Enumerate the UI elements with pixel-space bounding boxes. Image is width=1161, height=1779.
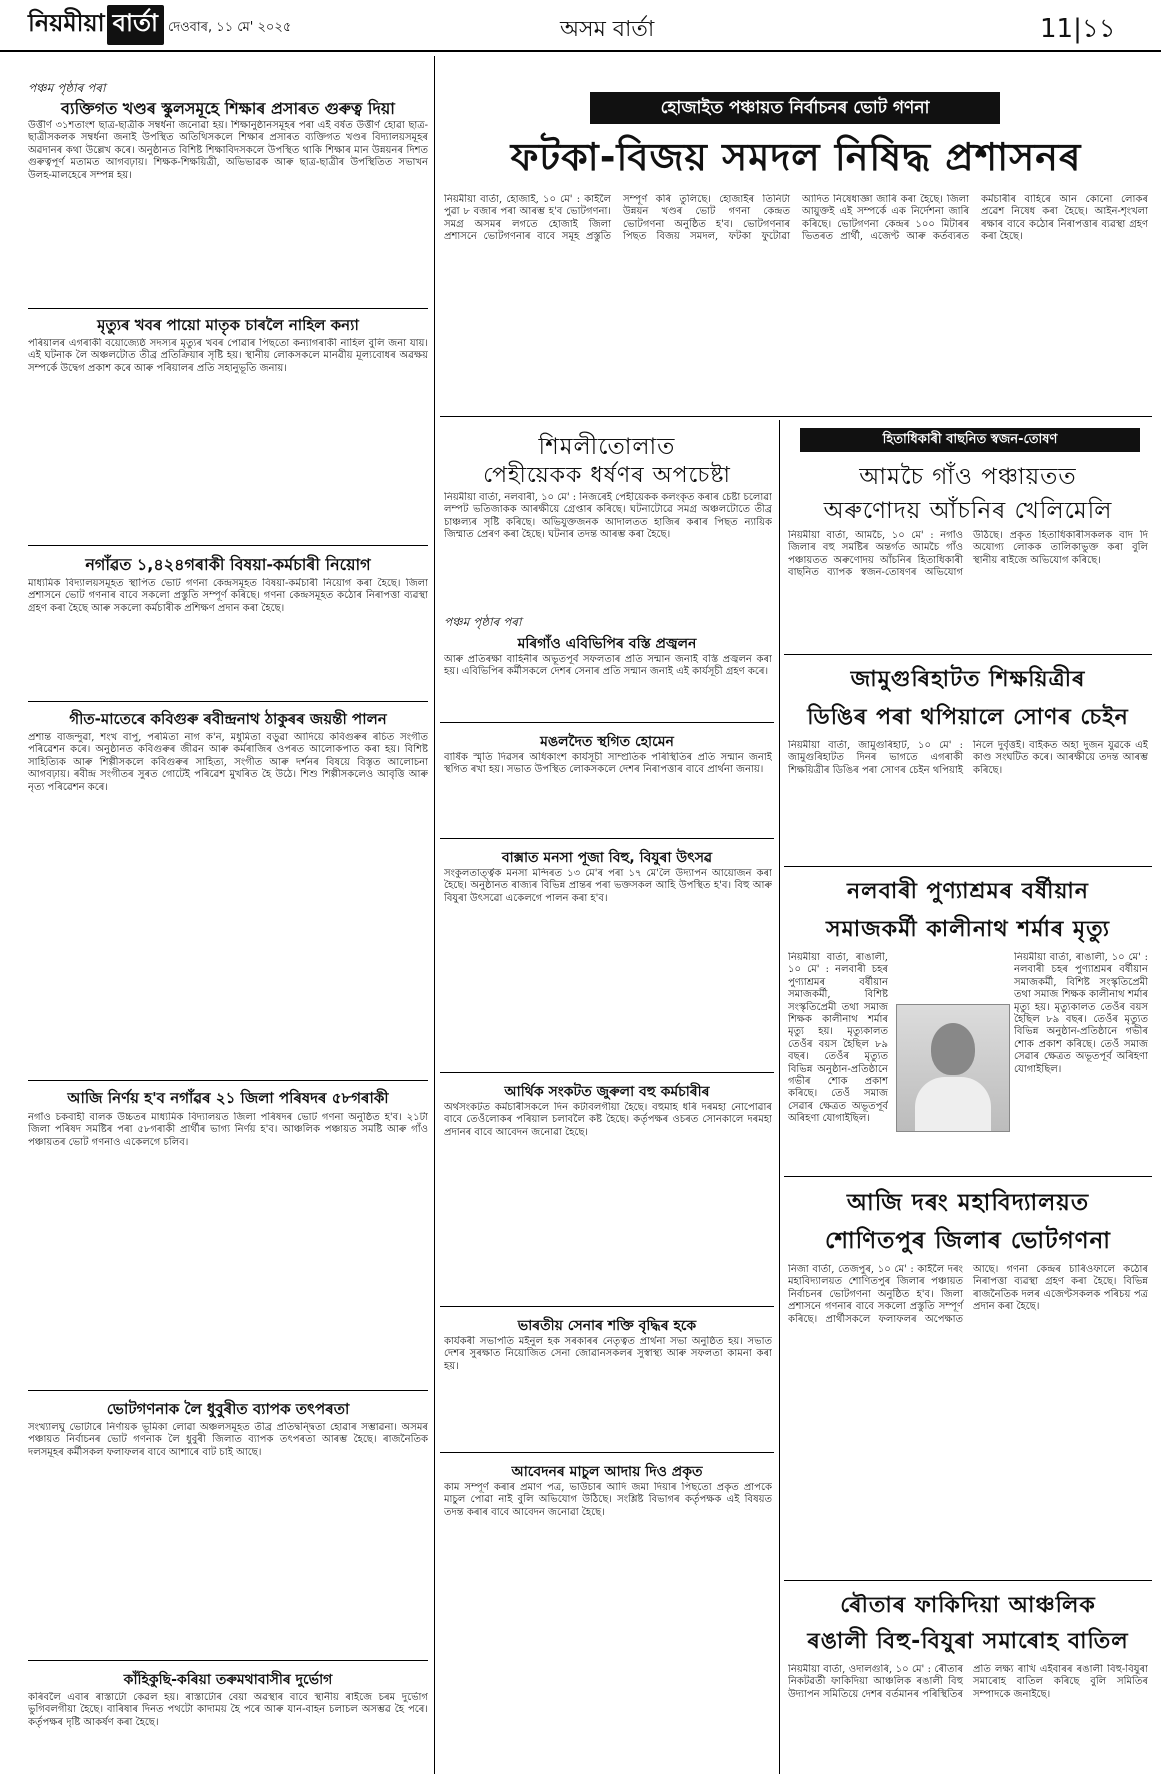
story-body: কাম সম্পূৰ্ণ কৰাৰ প্ৰমাণ পত্ৰ, ভাউচাৰ আদি জমা দিয়াৰ পিছতো প্ৰকৃত প্ৰাপকে মাচুল পোৱা নাই বুলি অভিযোগ উঠিছে। সংশ্লিষ্ট বিভাগৰ কৰ্তৃপক্ষক এই বিষয়ত তদন্ত কৰাৰ বাবে আবেদন জনোৱা হৈছে। — [444, 1482, 772, 1518]
story-body: নিয়মীয়া বাৰ্তা, ওদালগুৰি, ১০ মে' : ৰৌতাৰ নিকটৱৰ্তী ফাকিদিয়া আঞ্চলিক ৰঙালী বিহু উদ্যাপন সমিতিয়ে দেশৰ বৰ্তমানৰ পৰিস্থিতিৰ প্ৰতি লক্ষ্য ৰাখি এইবাৰৰ ৰঙালী বিহু-বিযুৰা সমাৰোহ বাতিল কৰিছে বুলি সমিতিৰ সম্পাদকে জনাইছে। — [788, 1664, 1148, 1700]
section-title: অসম বাৰ্তা — [560, 17, 655, 42]
story-body: প্ৰশান্ত বাজন্দুৱা, শংখ বাপু, পৰমিতা নাগ ক'ন, মধুমিতা বড়ুৱা আদিয়ে কবিগুৰুৰ ৰচিত সংগীত পৰিৱেশন কৰে। অনুষ্ঠানত কবিগুৰুৰ জীৱন আৰু কৰ্মৰাজিৰ ওপৰত আলোকপাত কৰা হয়। বিশিষ্ট সাহিত্যিক আৰু শিল্পীসকলে কবিগুৰুৰ সাহিত্য, সংগীত আৰু দৰ্শনৰ বিষয়ে বিস্তৃত আলোচনা আগবঢ়ায়। ৰবীন্দ্ৰ সংগীতৰ সুৰত গোটেই পৰিৱেশ মুখৰিত হৈ উঠে। শিশু শিল্পীসকলেও আবৃত্তি আৰু নৃত্য পৰিৱেশন কৰে। — [28, 732, 428, 793]
story-body: আৰু প্ৰতিৰক্ষা বাহিনীৰ অভূতপূৰ্ব সফলতাৰ প্ৰতি সন্মান জনাই বস্তি প্ৰজ্বলন কৰা হয়। এবিভিপিৰ কৰ্মীসকলে দেশৰ সেনাৰ প্ৰতি সন্মান জনাই এই কাৰ্যসূচী গ্ৰহণ কৰে। — [444, 654, 772, 678]
story-body-cont: নিয়মীয়া বাৰ্তা, ৰাঙালী, ১০ মে' : নলবাৰী চহৰ পুণ্যাশ্ৰমৰ বৰ্ষীয়ান সমাজকৰ্মী, বিশিষ্ট সংস্কৃতিপ্ৰেমী তথা সমাজ শিক্ষক কালীনাথ শৰ্মাৰ মৃত্যু হয়। মৃত্যুকালত তেওঁৰ বয়স হৈছিল ৮৯ বছৰ। তেওঁৰ মৃত্যুত বিভিন্ন অনুষ্ঠান-প্ৰতিষ্ঠানে গভীৰ শোক প্ৰকাশ কৰিছে। তেওঁ সমাজ সেৱাৰ ক্ষেত্ৰত অভূতপূৰ্ব অৰিহণা যোগাইছিল। — [1014, 952, 1148, 1075]
story-body: নিয়মীয়া বাৰ্তা, আমচৈ, ১০ মে' : নগাঁও জিলাৰ বহু সমষ্টিৰ অন্তৰ্গত আমচৈ গাঁও পঞ্চায়তত অৰুণোদয় আঁচনিৰ হিতাধিকাৰী বাছনিত ব্যাপক স্বজন-তোষণৰ অভিযোগ উঠিছে। প্ৰকৃত হিতাধিকাৰীসকলক বাদ দি অযোগ্য লোকক তালিকাভুক্ত কৰা বুলি স্থানীয় ৰাইজে অভিযোগ কৰিছে। — [788, 530, 1148, 579]
story-headline[interactable]: ৰঙালী বিহু-বিযুৰা সমাৰোহ বাতিল — [807, 1629, 1129, 1654]
divider — [784, 866, 1152, 867]
column-divider — [779, 420, 780, 1774]
divider — [28, 701, 428, 702]
story-headline[interactable]: জামুগুৰিহাটত শিক্ষয়িত্ৰীৰ — [850, 667, 1086, 692]
divider — [440, 1306, 774, 1307]
story-body: নিয়মীয়া বাৰ্তা, জামুগুৰিহাট, ১০ মে' : জামুগুৰিহাটত দিনৰ ভাগতে এগৰাকী শিক্ষয়িত্ৰীৰ ডিঙিৰ পৰা সোণৰ চেইন থপিয়াই নিলে দুৰ্বৃত্তই। বাইকত অহা দুজন যুৱকে এই কাণ্ড সংঘটিত কৰে। আৰক্ষীয়ে তদন্ত আৰম্ভ কৰিছে। — [788, 740, 1148, 776]
story-headline[interactable]: কাঁহিকুছি-কৰিয়া তৰুমথাবাসীৰ দুৰ্ভোগ — [123, 1672, 333, 1688]
divider — [28, 1660, 428, 1661]
story-headline[interactable]: নগাঁৱত ১,৪২৪গৰাকী বিষয়া-কৰ্মচাৰী নিয়োগ — [85, 555, 371, 574]
story-body: সংকুলতাৰ্ত্ত্বক মনসা মন্দিৰত ১৩ মে'ৰ পৰা ১৭ মে'লৈ উদ্যাপন আয়োজন কৰা হৈছে। অনুষ্ঠানত ৰাজ্যৰ বিভিন্ন প্ৰান্তৰ পৰা ভক্তসকল আহি উপস্থিত হ'ব। বিহু আৰু বিযুৰা উৎসৱো একেলগে পালন কৰা হ'ব। — [444, 868, 772, 904]
story-headline[interactable]: নলবাৰী পুণ্যাশ্ৰমৰ বৰ্ষীয়ান — [847, 879, 1089, 904]
divider — [784, 1580, 1152, 1581]
continued-kicker: পঞ্চম পৃষ্ঠাৰ পৰা — [28, 81, 106, 95]
story-body: নিজা বাৰ্তা, তেজপুৰ, ১০ মে' : কাইলৈ দৰং মহাবিদ্যালয়ত শোণিতপুৰ জিলাৰ পঞ্চায়ত নিৰ্বাচনৰ ভোটগণনা অনুষ্ঠিত হ'ব। জিলা প্ৰশাসনে গণনাৰ বাবে সকলো প্ৰস্তুতি সম্পূৰ্ণ কৰিছে। প্ৰাৰ্থীসকলে ফলাফলৰ অপেক্ষাত আছে। গণনা কেন্দ্ৰৰ চাৰিওফালে কঠোৰ নিৰাপত্তা ব্যৱস্থা গ্ৰহণ কৰা হৈছে। বিভিন্ন ৰাজনৈতিক দলৰ এজেণ্টসকলক পৰিচয় পত্ৰ প্ৰদান কৰা হৈছে। — [788, 1264, 1148, 1325]
obituary-photo[interactable] — [896, 1004, 1010, 1132]
column-divider — [434, 56, 435, 1774]
portrait-body — [915, 1077, 991, 1131]
divider — [440, 1452, 774, 1453]
story-headline[interactable]: আজি নিৰ্ণয় হ'ব নগাঁৱৰ ২১ জিলা পৰিষদৰ ৫৮গৰাকী — [67, 1089, 389, 1107]
divider — [440, 416, 1152, 417]
story-body: বাৰ্ষিক স্মৃতি দিৱসৰ অধিকাংশ কাৰ্যসূচী সাম্প্ৰতিক পৰিস্থিতিৰ প্ৰতি সন্মান জনাই স্থগিত ৰখা হয়। সভাত উপস্থিত লোকসকলে দেশৰ নিৰাপত্তাৰ বাবে প্ৰাৰ্থনা জনায়। — [444, 752, 772, 776]
top-story-banner: হোজাইত পঞ্চায়ত নিৰ্বাচনৰ ভোট গণনা — [590, 92, 1000, 124]
story-headline[interactable]: পেহীয়েকক ধৰ্ষণৰ অপচেষ্টা — [483, 463, 731, 488]
story-body: অৰ্থসংকটত কৰ্মচাৰীসকলে দিন কটাবলগীয়া হৈছে। বহুমাহ ধৰি দৰমহা নোপোৱাৰ বাবে তেওঁলোকৰ পৰিয়াল চলাবলৈ কষ্ট হৈছে। কৰ্তৃপক্ষৰ ওচৰত সোনকালে দৰমহা প্ৰদানৰ বাবে আবেদন জনোৱা হৈছে। — [444, 1102, 772, 1138]
story-headline[interactable]: আৰ্থিক সংকটত জুৰুলা বহু কৰ্মচাৰীৰ — [504, 1084, 710, 1100]
story-headline[interactable]: বাক্সাত মনসা পূজা বিহু, বিযুৰা উৎসৱ — [501, 850, 713, 866]
story-headline[interactable]: মৃত্যুৰ খবৰ পায়ো মাতৃক চাৰলৈ নাহিল কন্যা — [97, 316, 359, 334]
divider — [784, 1176, 1152, 1177]
story-headline[interactable]: আজি দৰং মহাবিদ্যালয়ত — [846, 1190, 1090, 1216]
divider — [440, 1072, 774, 1073]
story-headline[interactable]: শোণিতপুৰ জিলাৰ ভোটগণনা — [825, 1228, 1111, 1254]
story-body: কাৰ্যকৰী সভাপতি মইনুল হক সৰকাৰৰ নেতৃত্বত প্ৰাৰ্থনা সভা অনুষ্ঠিত হয়। সভাত দেশৰ সুৰক্ষাত নিয়োজিত সেনা জোৱানসকলৰ সুস্বাস্থ্য আৰু সফলতা কামনা কৰা হয়। — [444, 1336, 772, 1372]
issue-date: দেওবাৰ, ১১ মে' ২০২৫ — [168, 20, 292, 35]
story-body: সংখ্যালঘু ভোটাৰে নিৰ্ণায়ক ভূমিকা লোৱা অঞ্চলসমূহত তীব্ৰ প্ৰতিদ্বন্দ্বিতা হোৱাৰ সম্ভাৱনা। অসমৰ পঞ্চায়ত নিৰ্বাচনৰ ভোট গণনাক লৈ ধুবুৰী জিলাত ব্যাপক তৎপৰতা আৰম্ভ হৈছে। ৰাজনৈতিক দলসমূহৰ কৰ্মীসকল ফলাফলৰ বাবে আশাৰে বাট চাই আছে। — [28, 1422, 428, 1458]
story-body: নিয়মীয়া বাৰ্তা, ৰাঙালী, ১০ মে' : নলবাৰী চহৰ পুণ্যাশ্ৰমৰ বৰ্ষীয়ান সমাজকৰ্মী, বিশিষ্ট সংস্কৃতিপ্ৰেমী তথা সমাজ শিক্ষক কালীনাথ শৰ্মাৰ মৃত্যু হয়। মৃত্যুকালত তেওঁৰ বয়স হৈছিল ৮৯ বছৰ। তেওঁৰ মৃত্যুত বিভিন্ন অনুষ্ঠান-প্ৰতিষ্ঠানে গভীৰ শোক প্ৰকাশ কৰিছে। তেওঁ সমাজ সেৱাৰ ক্ষেত্ৰত অভূতপূৰ্ব অৰিহণা যোগাইছিল। — [788, 952, 888, 1125]
story-headline[interactable]: সমাজকৰ্মী কালীনাথ শৰ্মাৰ মৃত্যু — [825, 917, 1110, 942]
divider — [28, 308, 428, 309]
story-headline[interactable]: আমচৈ গাঁও পঞ্চায়তত — [859, 464, 1077, 490]
story-body: কৰিবলৈ এবাৰ ৰাস্তাটো কেৱল হয়। ৰাস্তাটোৰ বেয়া অৱস্থাৰ বাবে স্থানীয় ৰাইজে চৰম দুৰ্ভোগ ভুগিবলগীয়া হৈছে। বাৰিষাৰ দিনত পথটো কাদাময় হৈ পৰে আৰু যান-বাহন চলাচল অসম্ভৱ হৈ পৰে। কৰ্তৃপক্ষৰ দৃষ্টি আকৰ্ষণ কৰা হৈছে। — [28, 1692, 428, 1728]
story-headline[interactable]: আবেদনৰ মাচুল আদায় দিও প্ৰকৃত — [511, 1464, 703, 1480]
divider — [784, 654, 1152, 655]
story-body: নগাঁও চকবাহী বালক উচ্চতৰ মাধ্যমিক বিদ্যালয়ত জিলা পৰিষদৰ ভোট গণনা অনুষ্ঠিত হ'ব। ২১টা জিলা পৰিষদ সমষ্টিৰ পৰা ৫৮গৰাকী প্ৰাৰ্থীৰ ভাগ্য নিৰ্ণয় হ'ব। আঞ্চলিক পঞ্চায়ত সমষ্টি আৰু গাঁও পঞ্চায়তৰ ভোট গণনাও একেলগে চলিব। — [28, 1112, 428, 1148]
story-headline[interactable]: মৰিগাঁও এবিভিপিৰ বস্তি প্ৰজ্বলন — [517, 636, 697, 652]
story-headline[interactable]: মঙলদৈত স্থগিত হোমেন — [540, 734, 674, 750]
divider — [28, 545, 428, 546]
page-number: 11|১১ — [1040, 14, 1116, 44]
portrait-head — [931, 1023, 975, 1075]
story-headline[interactable]: ভাৰতীয় সেনাৰ শক্তি বৃদ্ধিৰ হকে — [517, 1318, 697, 1334]
top-story-headline[interactable]: ফটকা-বিজয় সমদল নিষিদ্ধ প্ৰশাসনৰ — [510, 135, 1082, 179]
story-headline[interactable]: শিমলীতোলাত — [538, 434, 676, 460]
story-body: পৰিয়ালৰ এগৰাকী বয়োজ্যেষ্ঠ সদস্যৰ মৃত্যুৰ খবৰ পোৱাৰ পিছতো কন্যাগৰাকী নাহিল বুলি জনা যায়। এই ঘটনাক লৈ অঞ্চলটোত তীব্ৰ প্ৰতিক্ৰিয়াৰ সৃষ্টি হয়। স্থানীয় লোকসকলে মানৱীয় মূল্যবোধৰ অৱক্ষয় সম্পৰ্কে উদ্বেগ প্ৰকাশ কৰে আৰু পৰিয়ালৰ প্ৰতি সহানুভূতি জনায়। — [28, 338, 428, 374]
continued-kicker: পঞ্চম পৃষ্ঠাৰ পৰা — [444, 615, 522, 629]
story-body: নিয়মীয়া বাৰ্তা, নলবাৰী, ১০ মে' : নিজৰেই পেহীয়েকক কলংকৃত কৰাৰ চেষ্টা চলোৱা লম্পট ভতিজাকক আৰক্ষীয়ে গ্ৰেপ্তাৰ কৰিছে। ঘটনাটোৱে সমগ্ৰ অঞ্চলটোতে তীব্ৰ চাঞ্চল্যৰ সৃষ্টি কৰিছে। অভিযুক্তজনক আদালতত হাজিৰ কৰাৰ পিছত ন্যায়িক জিম্মাত প্ৰেৰণ কৰা হৈছে। ঘটনাৰ তদন্ত আৰম্ভ কৰা হৈছে। — [444, 492, 772, 541]
logo-text-1: নিয়মীয়া — [28, 9, 105, 37]
story-banner: হিতাধিকাৰী বাছনিত স্বজন-তোষণ — [800, 428, 1140, 452]
story-body: উৰ্ত্তীৰ্ণ ৩১শতাংশ ছাত্ৰ-ছাত্ৰীক সম্বৰ্ধনা জনোৱা হয়। শিক্ষানুষ্ঠানসমূহৰ পৰা এই বৰ্ষত উৰ্ত্তীৰ্ণ হোৱা ছাত্ৰ-ছাত্ৰীসকলক সম্বৰ্ধনা জনাই উপস্থিত অতিথিসকলে শিক্ষাৰ প্ৰসাৰত ব্যক্তিগত খণ্ডৰ বিদ্যালয়সমূহৰ অৱদানৰ কথা উল্লেখ কৰে। অনুষ্ঠানত বিশিষ্ট শিক্ষাবিদসকলে উপস্থিত থাকি শিক্ষাৰ মান উন্নয়নৰ দিশত গুৰুত্বপূৰ্ণ মতামত আগবঢ়ায়। শিক্ষক-শিক্ষয়িত্ৰী, অভিভাৱক আৰু ছাত্ৰ-ছাত্ৰীৰ উপস্থিতিত সভাখন উলহ-মালহেৰে সম্পন্ন হয়। — [28, 120, 428, 181]
story-headline[interactable]: ৰৌতাৰ ফাকিদিয়া আঞ্চলিক — [840, 1593, 1096, 1618]
divider — [28, 1390, 428, 1391]
story-headline[interactable]: ভোটগণনাক লৈ ধুবুৰীত ব্যাপক তৎপৰতা — [106, 1400, 350, 1418]
divider — [440, 838, 774, 839]
story-body: মাধ্যমিক বিদ্যালয়সমূহত স্থাপিত ভোট গণনা কেন্দ্ৰসমূহত বিষয়া-কৰ্মচাৰী নিয়োগ কৰা হৈছে। জিলা প্ৰশাসনে ভোট গণনাৰ বাবে সকলো প্ৰস্তুতি সম্পূৰ্ণ কৰিছে। গণনা কেন্দ্ৰসমূহত কঠোৰ নিৰাপত্তা ব্যৱস্থা গ্ৰহণ কৰা হৈছে আৰু সকলো কৰ্মচাৰীক প্ৰশিক্ষণ প্ৰদান কৰা হৈছে। — [28, 578, 428, 614]
masthead — [0, 0, 1161, 52]
logo-text-2: বাৰ্তা — [107, 5, 164, 45]
story-headline[interactable]: অৰুণোদয় আঁচনিৰ খেলিমেলি — [823, 498, 1113, 524]
newspaper-logo[interactable] — [28, 8, 164, 42]
story-headline[interactable]: ডিঙিৰ পৰা থপিয়ালে সোণৰ চেইন — [807, 705, 1129, 730]
top-story-body: নিয়মীয়া বাৰ্তা, হোজাই, ১০ মে' : কাইলৈ পুৱা ৮ বজাৰ পৰা আৰম্ভ হ'ব ভোটগণনা। সমগ্ৰ অসমৰ লগতে হোজাই জিলা প্ৰশাসনে ভোটগণনাৰ বাবে সমূহ প্ৰস্তুতি সম্পূৰ্ণ কৰি তুলিছে। হোজাইৰ তিনিটা উন্নয়ন খণ্ডৰ ভোট গণনা কেন্দ্ৰত ভোটগণনা অনুষ্ঠিত হ'ব। ভোটগণনাৰ পিছত বিজয় সমদল, ফটকা ফুটোৱা আদিত নিষেধাজ্ঞা জাৰি কৰা হৈছে। জিলা আয়ুক্তই এই সম্পৰ্কে এক নিৰ্দেশনা জাৰি কৰিছে। ভোটগণনা কেন্দ্ৰৰ ১০০ মিটাৰৰ ভিতৰত প্ৰাৰ্থী, এজেণ্ট আৰু কৰ্তব্যৰত কৰ্মচাৰীৰ বাহিৰে আন কোনো লোকৰ প্ৰৱেশ নিষেধ কৰা হৈছে। আইন-শৃংখলা ৰক্ষাৰ বাবে কঠোৰ নিৰাপত্তাৰ ব্যৱস্থা গ্ৰহণ কৰা হৈছে। — [444, 194, 1148, 243]
story-headline[interactable]: ব্যক্তিগত খণ্ডৰ স্কুলসমূহে শিক্ষাৰ প্ৰসাৰত গুৰুত্ব দিয়া — [61, 99, 395, 118]
divider — [28, 1080, 428, 1081]
story-headline[interactable]: গীত-মাতেৰে কবিগুৰু ৰবীন্দ্ৰনাথ ঠাকুৰৰ জয়ন্তী পালন — [69, 710, 387, 728]
divider — [440, 722, 774, 723]
